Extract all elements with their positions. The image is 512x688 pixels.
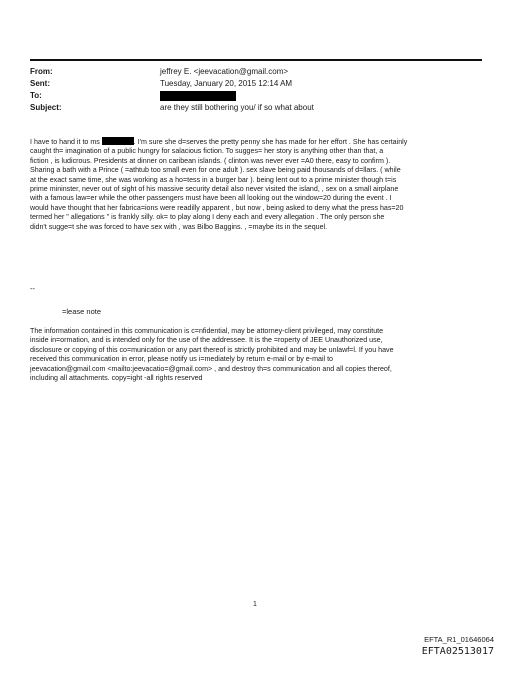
header-to-row bbox=[30, 90, 482, 102]
to-label: To: bbox=[30, 91, 42, 100]
page-number: 1 bbox=[253, 601, 257, 608]
body-line: Sharing a bath with a Prince ( =athtub too small even for one adult ). sex slave being paid thousands of d=llars. ( while bbox=[30, 166, 401, 175]
subject-value: are they still bothering you/ if so what about bbox=[160, 103, 314, 112]
sent-label: Sent: bbox=[30, 79, 50, 88]
body-text: . I'm sure she d=serves the pretty penny she has made for her effort . She has certainly bbox=[133, 138, 408, 146]
disclaimer-line: including all attachments. copy=ight -all rights reserved bbox=[30, 374, 203, 383]
disclaimer-line: inside in=ormation, and is intended only for the use of the addressee. It is the =roperty of JEE Unauthorized use, bbox=[30, 336, 383, 345]
from-value: jeffrey E. <jeevacation@gmail.com> bbox=[160, 67, 289, 76]
disclaimer-line: jeevacation@gmail.com <mailto:jeevacatio=@gmail.com> , and destroy th=s communication and all copies thereof, bbox=[30, 364, 392, 373]
header-rule bbox=[30, 59, 482, 61]
body-line: termed her " allegations " is frankly silly. ok= to play along I deny each and every allegation . The only person she bbox=[30, 213, 385, 222]
confidentiality-disclaimer bbox=[30, 327, 482, 383]
document-reference: EFTA_R1_01646064 bbox=[424, 635, 494, 644]
body-text: I have to hand it to ms bbox=[30, 138, 100, 146]
disclaimer-line: disclosure or copying of this co=munication or any part thereof is strictly prohibited and may be unlawf=l. If you have bbox=[30, 345, 394, 354]
sent-value: Tuesday, January 20, 2015 12:14 AM bbox=[160, 79, 293, 88]
body-line bbox=[30, 137, 482, 147]
body-line: prime mininster, never out of sight of his massive security detail also never visited the island, , sex on a small airplane bbox=[30, 185, 399, 194]
body-line: with a famous law=er while the other passengers must have been all looking out the window=20 during the event . I bbox=[30, 194, 392, 203]
subject-label: Subject: bbox=[30, 103, 62, 112]
header-from-row bbox=[30, 66, 482, 78]
disclaimer-line: The information contained in this communication is c=nfidential, may be attorney-client privileged, may constitute bbox=[30, 327, 384, 335]
header-sent-row bbox=[30, 78, 482, 90]
disclaimer-line: received this communication in error, please notify us i=mediately by return e-mail or by e-mail to bbox=[30, 355, 333, 364]
name-redaction bbox=[102, 137, 134, 145]
to-redaction bbox=[160, 91, 236, 101]
from-label: From: bbox=[30, 67, 53, 76]
header-subject-row bbox=[30, 102, 482, 114]
body-line: fiction , is ludicrous. Presidents at dinner on caribean islands. ( clinton was never ever =A0 there, easy to confirm ). bbox=[30, 156, 391, 165]
body-line: didn't sugge=t she was forced to have sex with , was Bilbo Baggins. , =maybe its in the sequel. bbox=[30, 222, 328, 231]
note-heading: =lease note bbox=[62, 307, 101, 316]
signature-separator: -- bbox=[30, 284, 35, 293]
body-line: caught th= imagination of a public hungry for salacious fiction. To sugges= her story is anything other than that, a bbox=[30, 147, 384, 156]
message-body bbox=[30, 137, 482, 232]
body-line: would have thought that her fabrica=ions were readilly apparent , but now , being asked to deny what the press has=20 bbox=[30, 203, 404, 212]
document-bates-number: EFTA02513017 bbox=[421, 646, 494, 657]
body-line: at the exact same time, she was working as a ho=tess in a burger bar ). being lent out to a prime minister though t=is bbox=[30, 175, 397, 184]
